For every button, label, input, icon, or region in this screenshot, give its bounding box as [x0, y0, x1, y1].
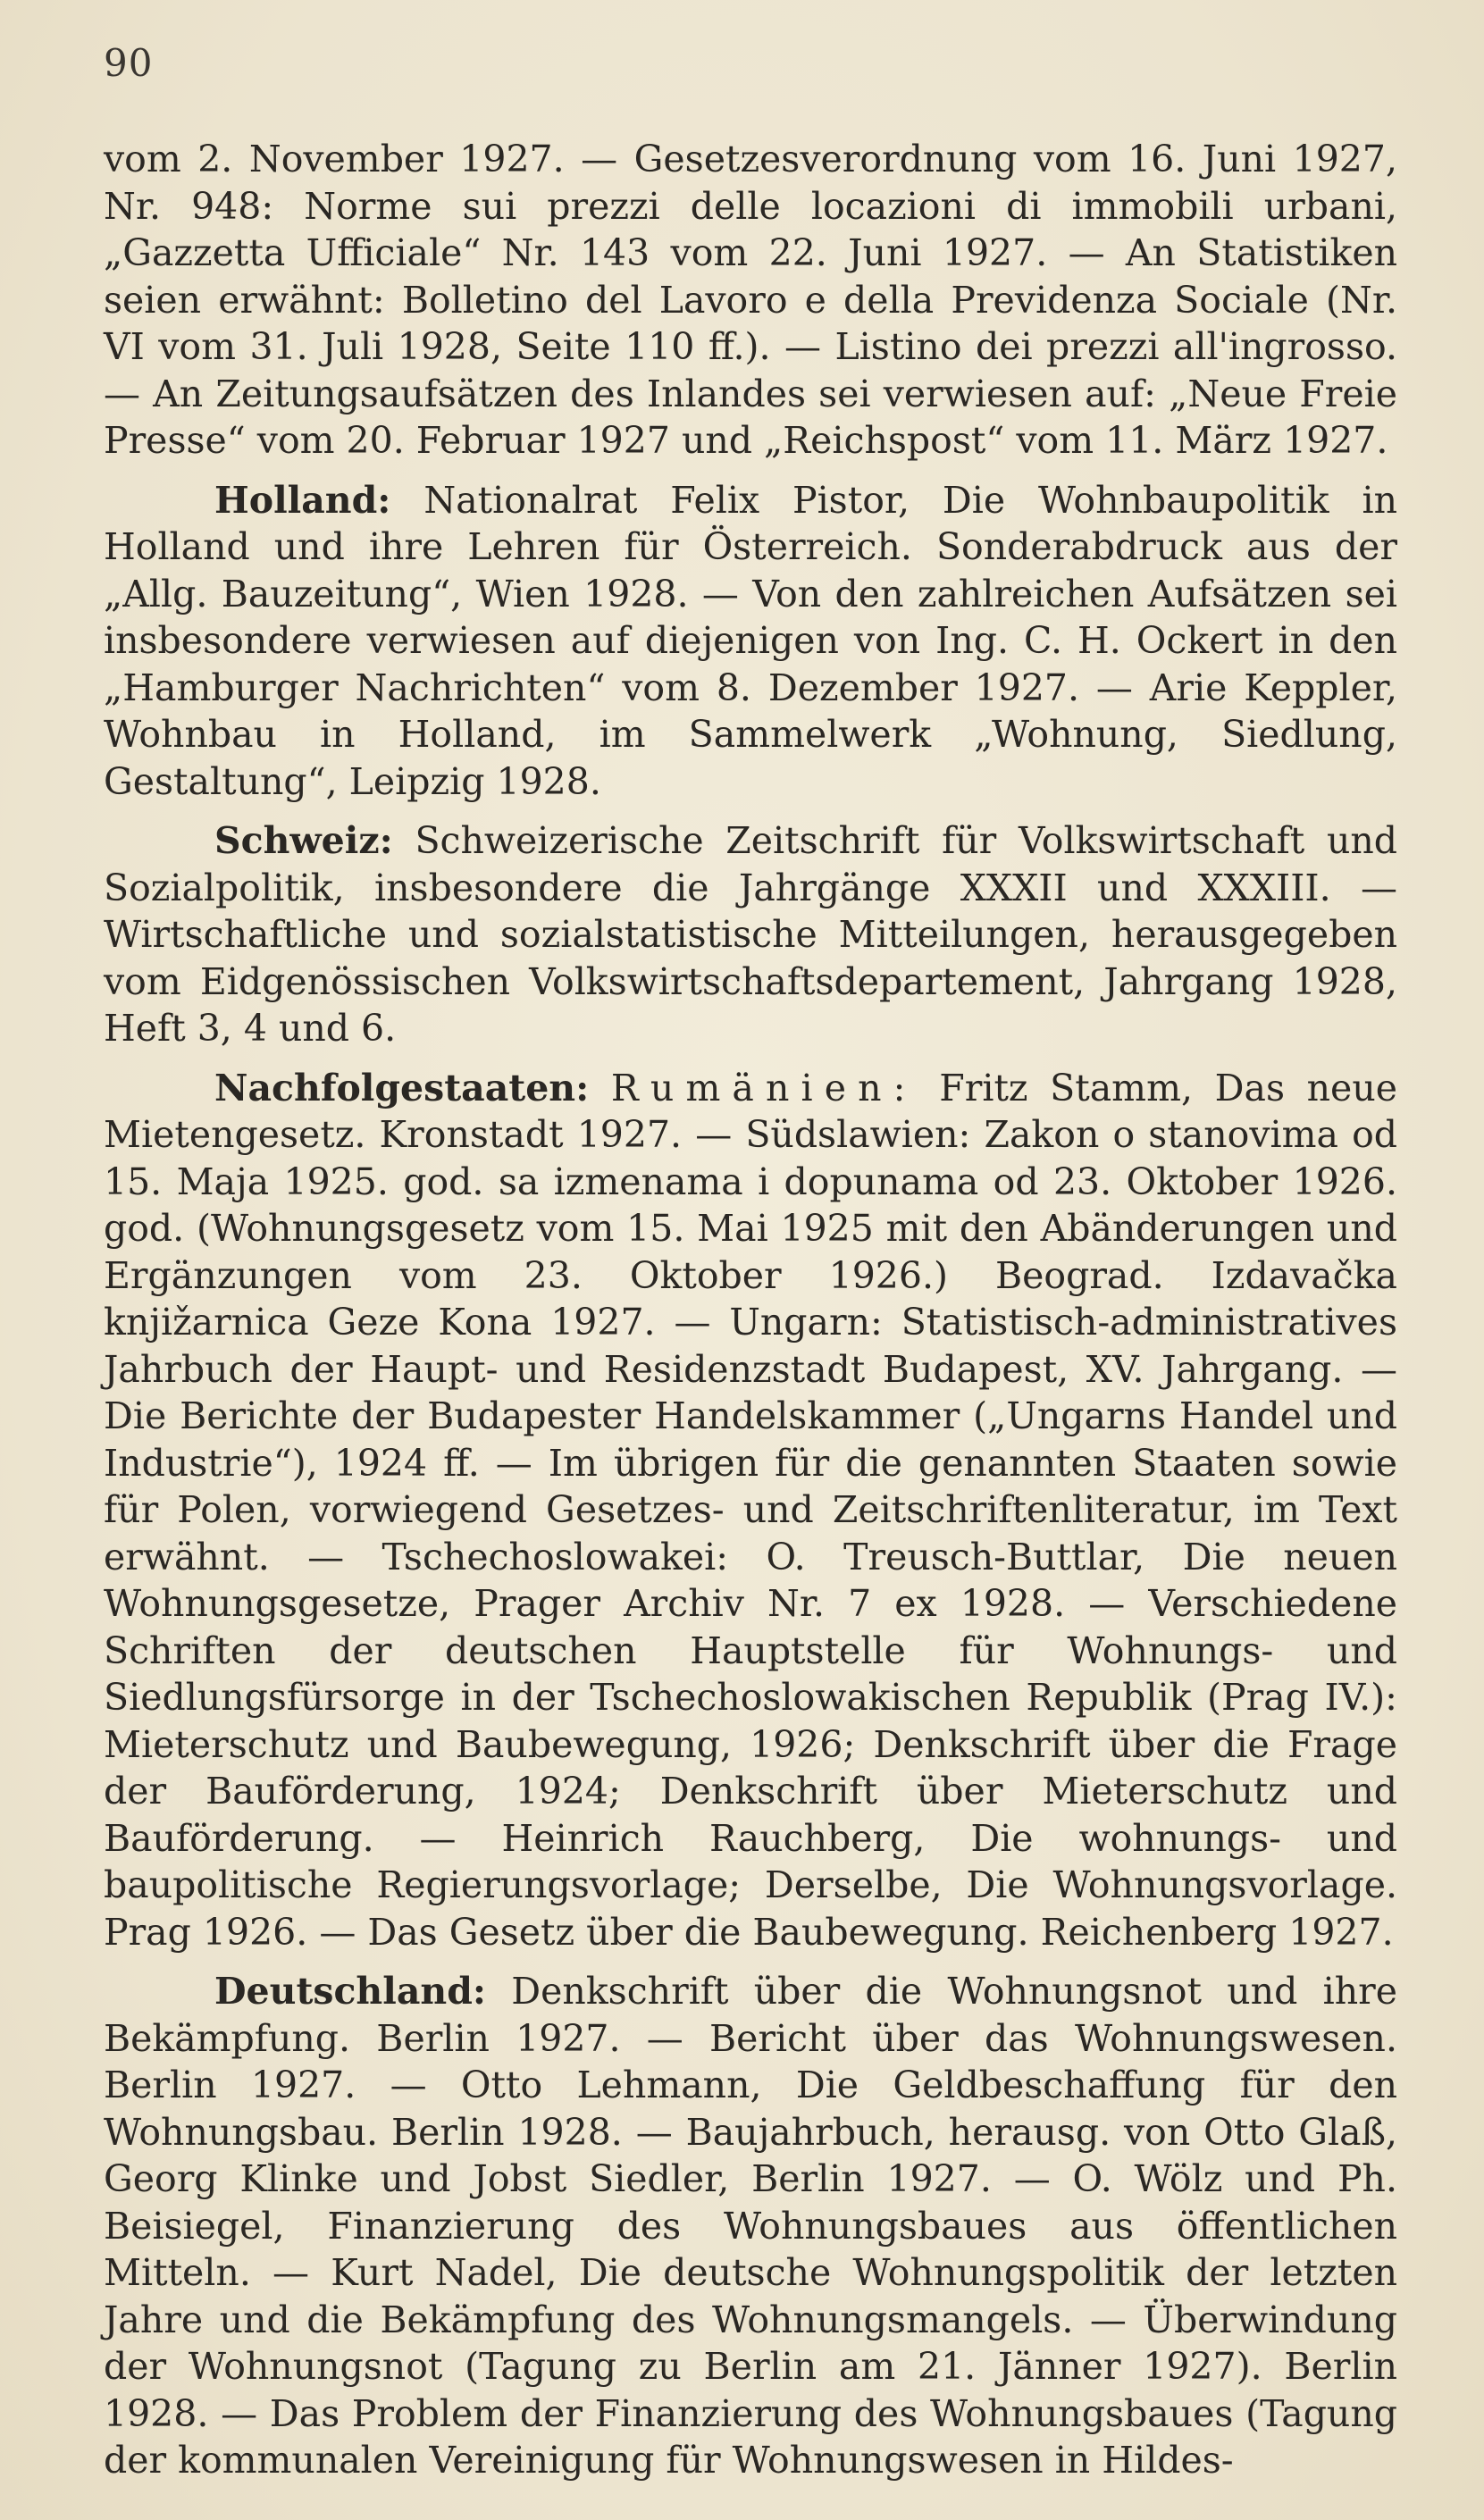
country-heading: Deutschland: [214, 1970, 486, 2013]
bibliography-text [104, 136, 1397, 2484]
country-heading: Holland: [214, 478, 391, 522]
paragraph-deutschland [104, 1968, 1397, 2484]
paragraph-body: Nationalrat Felix Pistor, Die Wohnbaupolitik in Holland und ihre Lehren für Österreich. Sonderabdruck aus der „Allg. Bauzeitung“, Wien 1928. — Von den zahlreichen Aufsätzen sei insbesondere verwiesen auf diejenigen von Ing. C. H. Ockert in den „Hamburger Nachrichten“ vom 8. Dezember 1927. — Arie Keppler, Wohnbau in Holland, im Sammelwerk „Wohnung, Siedlung, Gestaltung“, Leipzig 1928. [104, 478, 1397, 803]
paragraph-body: Schweizerische Zeitschrift für Volkswirtschaft und Sozialpolitik, insbesondere die Jahrgänge XXXII und XXXIII. — Wirtschaftliche und sozialstatistische Mitteilungen, herausgegeben vom Eidgenössischen Volkswirtschaftsdepartement, Jahrgang 1928, Heft 3, 4 und 6. [104, 819, 1397, 1050]
country-heading: Nachfolgestaaten: [214, 1066, 590, 1109]
paragraph-schweiz [104, 817, 1397, 1052]
paragraph-body: Fritz Stamm, Das neue Mietengesetz. Kronstadt 1927. — Südslawien: Zakon o stanovima od 15. Maja 1925. god. sa izmenama i dopunama od 23. Oktober 1926. god. (Wohnungsgesetz vom 15. Mai 1925 mit den Abänderungen und Ergänzungen vom 23. Oktober 1926.) Beograd. Izdavačka knjižarnica Geze Kona 1927. — Ungarn: Statistisch-administratives Jahrbuch der Haupt- und Residenzstadt Budapest, XV. Jahrgang. — Die Berichte der Budapester Handelskammer („Ungarns Handel und Industrie“), 1924 ff. — Im übrigen für die genannten Staaten sowie für Polen, vorwiegend Gesetzes- und Zeitschriftenliteratur, im Text erwähnt. — Tschechoslowakei: O. Treusch-Buttlar, Die neuen Wohnungsgesetze, Prager Archiv Nr. 7 ex 1928. — Verschiedene Schriften der deutschen Hauptstelle für Wohnungs- und Siedlungsfürsorge in der Tschechoslowakischen Republik (Prag IV.): Mieterschutz und Baubewegung, 1926; Denkschrift über die Frage der Bauförderung, 1924; Denkschrift über Mieterschutz und Bauförderung. — Heinrich Rauchberg, Die wohnungs- und baupolitische Regierungsvorlage; Derselbe, Die Wohnungsvorlage. Prag 1926. — Das Gesetz über die Baubewegung. Reichenberg 1927. [104, 1066, 1397, 1954]
page-number: 90 [104, 41, 154, 85]
paragraph-holland [104, 477, 1397, 806]
paragraph-body: Denkschrift über die Wohnungsnot und ihre Bekämpfung. Berlin 1927. — Bericht über das Wohnungswesen. Berlin 1927. — Otto Lehmann, Die Geldbeschaffung für den Wohnungsbau. Berlin 1928. — Baujahrbuch, herausg. von Otto Glaß, Georg Klinke und Jobst Siedler, Berlin 1927. — O. Wölz und Ph. Beisiegel, Finanzierung des Wohnungsbaues aus öffentlichen Mitteln. — Kurt Nadel, Die deutsche Wohnungspolitik der letzten Jahre und die Bekämpfung des Wohnungsmangels. — Überwindung der Wohnungsnot (Tagung zu Berlin am 21. Jänner 1927). Berlin 1928. — Das Problem der Finanzierung des Wohnungsbaues (Tagung der kommunalen Vereinigung für Wohnungswesen in Hildes- [104, 1970, 1397, 2482]
paragraph-body: vom 2. November 1927. — Gesetzesverordnung vom 16. Juni 1927, Nr. 948: Norme sui prezzi delle locazioni di immobili urbani, „Gazzetta Ufficiale“ Nr. 143 vom 22. Juni 1927. — An Statistiken seien erwähnt: Bolletino del Lavoro e della Previdenza Sociale (Nr. VI vom 31. Juli 1928, Seite 110 ff.). — Listino dei prezzi all'ingrosso. — An Zeitungsaufsätzen des Inlandes sei verwiesen auf: „Neue Freie Presse“ vom 20. Februar 1927 und „Reichspost“ vom 11. März 1927. [104, 138, 1397, 462]
paragraph-nachfolgestaaten [104, 1065, 1397, 1956]
subcountry-heading: Rumänien: [610, 1066, 918, 1109]
country-heading: Schweiz: [214, 819, 393, 862]
paragraph-italy-continued [104, 136, 1397, 465]
